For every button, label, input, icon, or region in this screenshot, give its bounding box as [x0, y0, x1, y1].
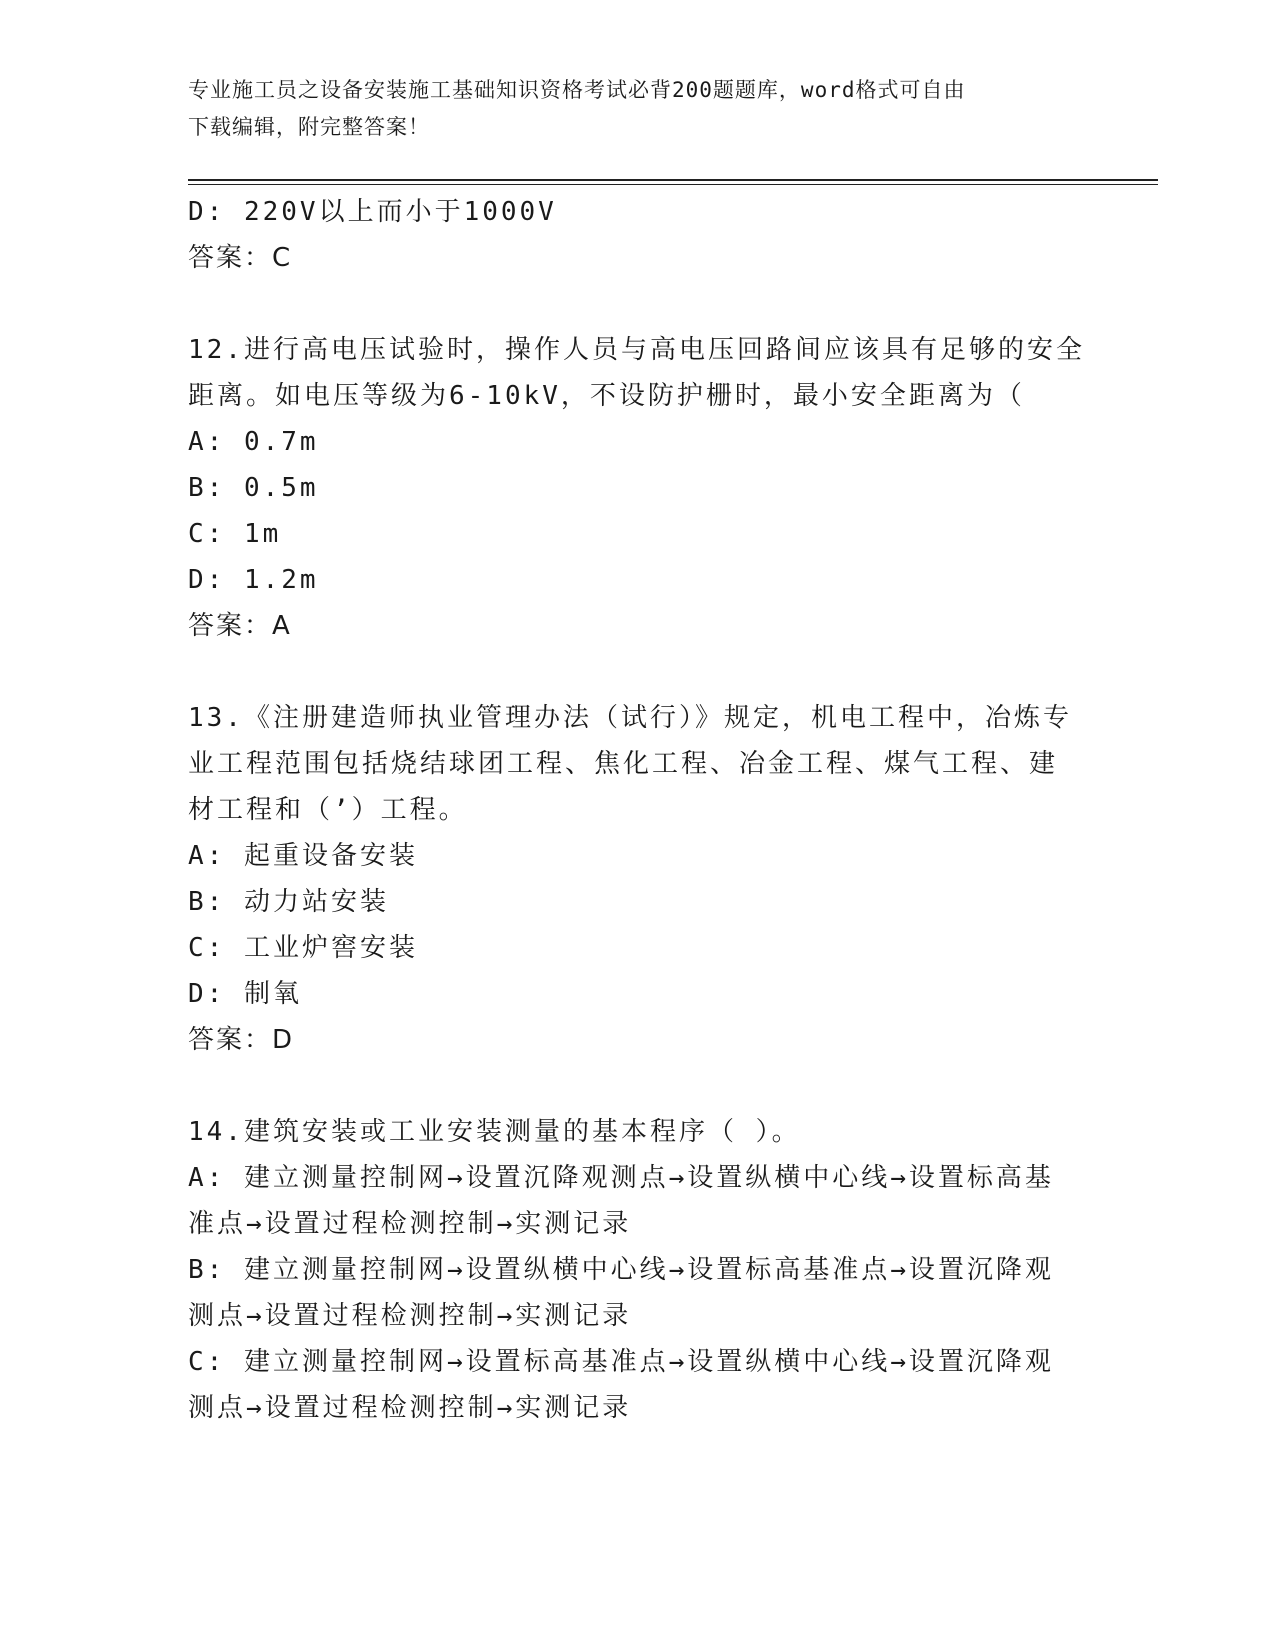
option-c-continued: 测点→设置过程检测控制→实测记录 — [188, 1393, 632, 1423]
question-13 — [188, 695, 1078, 1063]
option-c: C: 建立测量控制网→设置标高基准点→设置纵横中心线→设置沉降观 — [188, 1347, 1054, 1377]
option-d: D: 1.2m — [188, 565, 319, 595]
header-title-line-2: 下载编辑，附完整答案！ — [188, 115, 430, 139]
question-text-line: 13.《注册建造师执业管理办法（试行）》规定，机电工程中，冶炼专 — [188, 703, 1072, 733]
option-d: D: 制氧 — [188, 979, 302, 1009]
header-divider-thick — [188, 179, 1158, 181]
question-text-line: 距离。如电压等级为6-10kV，不设防护栅时，最小安全距离为（ — [188, 381, 1025, 411]
question-text-line: 14.建筑安装或工业安装测量的基本程序（ ）。 — [188, 1117, 801, 1147]
option-d: D: 220V以上而小于1000V — [188, 197, 557, 227]
header-divider-thin — [188, 184, 1158, 185]
option-b-continued: 测点→设置过程检测控制→实测记录 — [188, 1301, 632, 1331]
question-12 — [188, 327, 1085, 649]
previous-question-tail — [188, 189, 1078, 281]
question-14 — [188, 1109, 1078, 1431]
header-title-line-1: 专业施工员之设备安装施工基础知识资格考试必背200题题库，word格式可自由 — [188, 78, 966, 102]
document-header — [188, 72, 1078, 146]
answer-line: 答案：A — [188, 611, 292, 641]
option-a: A: 0.7m — [188, 427, 319, 457]
option-b: B: 0.5m — [188, 473, 319, 503]
answer-line: 答案：D — [188, 1025, 295, 1055]
answer-line: 答案：C — [188, 243, 293, 273]
option-c: C: 工业炉窖安装 — [188, 933, 418, 963]
option-b: B: 建立测量控制网→设置纵横中心线→设置标高基准点→设置沉降观 — [188, 1255, 1054, 1285]
question-text-line: 材工程和（’）工程。 — [188, 795, 468, 825]
question-list — [188, 189, 1085, 1431]
option-a: A: 起重设备安装 — [188, 841, 418, 871]
option-a: A: 建立测量控制网→设置沉降观测点→设置纵横中心线→设置标高基 — [188, 1163, 1054, 1193]
option-a-continued: 准点→设置过程检测控制→实测记录 — [188, 1209, 632, 1239]
question-text-line: 业工程范围包括烧结球团工程、焦化工程、冶金工程、煤气工程、建 — [188, 749, 1059, 779]
option-c: C: 1m — [188, 519, 282, 549]
question-text-line: 12.进行高电压试验时，操作人员与高电压回路间应该具有足够的安全 — [188, 335, 1085, 365]
option-b: B: 动力站安装 — [188, 887, 389, 917]
